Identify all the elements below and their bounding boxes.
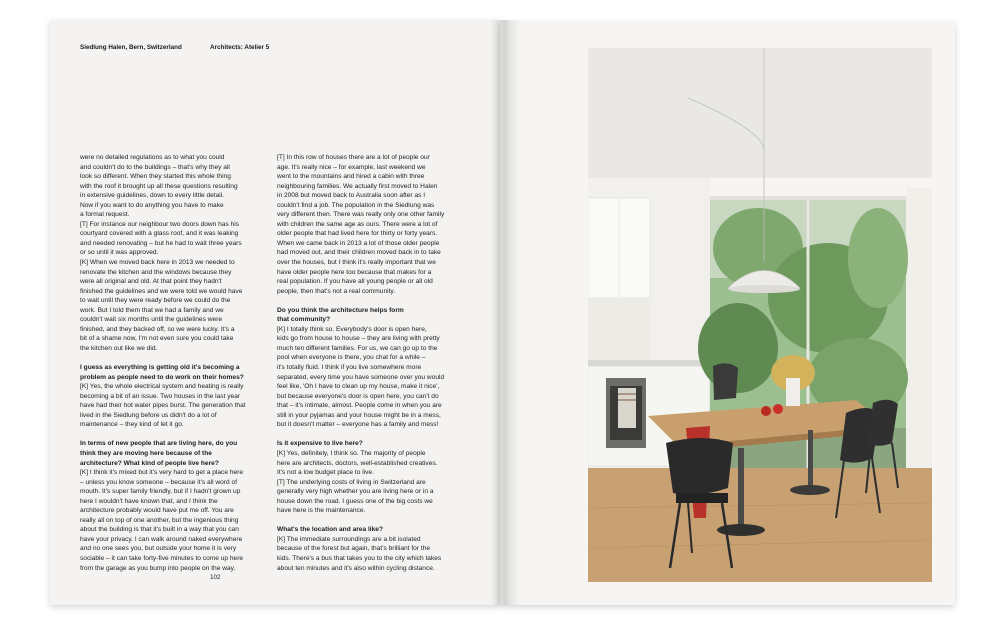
text-line: have your privacy. I can walk around naked everywhere [80,535,243,543]
header-location: Siedlung Halen, Bern, Switzerland [80,44,182,51]
question-line: What's the location and area like? [277,526,383,534]
text-line: were all original and old. At that point they hadn't [80,278,222,286]
text-line: but it doesn't matter – everyone has a family and mess! [277,421,439,429]
text-line: generally very high whether you are living here or in a [277,488,434,496]
text-line: here I wouldn't have known that, and I think the [80,497,218,505]
text-line: [K] Yes, the whole electrical system and heating is really [80,383,244,391]
text-line: courtyard covered with a glass roof, and it was leaking [80,230,239,238]
text-line: When we came back in 2013 a lot of those older people [277,239,440,247]
paragraph-gap [277,516,444,526]
text-line: about ten minutes and it's also within cycling distance. [277,564,435,572]
text-line: older people that had lived here for thirty or forty years. [277,230,438,238]
text-line: separated, every time you have someone over you would [277,373,445,381]
question-line: In terms of new people that are living here, do you [80,440,238,448]
text-line: about the building is that it's built in a way that you can [80,526,239,534]
text-line: finished the guidelines and we were told we would have [80,287,243,295]
text-line: and couldn't do to the buildings – that's why they all [80,163,230,171]
text-line: becoming a bit of an issue. Two houses in the last year [80,392,241,400]
text-line: very different then. There was really only one other family [277,211,445,219]
paragraph-gap [80,430,246,440]
text-line: or so until it was approved. [80,249,159,257]
text-line: look so different. When they started this whole thing [80,173,231,181]
text-line: a formal request. [80,211,130,219]
text-line: Now if you want to do anything you have to make [80,201,224,209]
text-line: [K] The immediate surroundings are a bit isolated [277,535,421,543]
text-line: bit of a shame now, I'm not even sure you could take [80,335,234,343]
paragraph-gap [277,430,444,440]
text-line: went to the mountains and hired a cabin with three [277,173,425,181]
text-line: in 2008 but moved back to Australia soon after as I [277,192,426,200]
text-line: to wait until they were ready before we could do the [80,297,231,305]
text-line: neighbouring families. We actually first moved to Halen [277,182,438,190]
text-column-1 [80,153,246,573]
text-line: the kitchen out like we did. [80,344,158,352]
text-line: pool when everyone is there, you chat for a while – [277,354,426,362]
text-line: lived in the Siedlung before us didn't do a lot of [80,411,217,419]
question-line: Is it expensive to live here? [277,440,363,448]
text-line: it's totally fluid. I think if you live somewhere more [277,364,422,372]
question-line: that community? [277,316,331,324]
text-line: [K] When we moved back here in 2013 we needed to [80,259,235,267]
text-line: really all on top of one another, but the ingenious thing [80,516,239,524]
left-page [50,20,500,605]
text-line: house down the road. I guess one of the big costs we [277,497,433,505]
text-line: renovate the kitchen and the windows because they [80,268,232,276]
photo-chair-front [666,438,733,495]
text-line: couldn't find a job. The population in the Siedlung was [277,201,435,209]
text-line: real population. If you have all young people or all old [277,278,433,286]
text-line: It's not a low budget place to live. [277,469,374,477]
text-line: here are architects, doctors, well-established creatives. [277,459,438,467]
text-line: were no detailed regulations as to what you could [80,154,225,161]
text-line: sociable – it can take forty-five minutes to come up here [80,554,244,562]
text-line: with the roof it brought up all these questions resulting [80,182,238,190]
page-number: 102 [210,574,221,581]
dining-room-photo [588,48,932,582]
text-line: had moved out, and their children moved back in to take [277,249,441,257]
text-line: that – it's intimate, almost. People come in when you are [277,402,442,410]
text-line: and needed renovating – but he had to wait three years [80,239,242,247]
photo-wall-right [906,188,932,468]
question-line: architecture? What kind of people live here? [80,459,219,467]
text-line: over the houses, but I think it's really important that we [277,259,436,267]
text-line: kids go from house to house – they are living with pretty [277,335,440,343]
photo-kitchen-wall-tiles [588,298,650,368]
text-line: have here is the maintenance. [277,507,366,515]
text-line: maintenance – they kind of let it go. [80,421,184,429]
question-line: problem as people need to do work on their homes? [80,373,244,381]
header-architects: Architects: Atelier 5 [210,44,270,51]
text-line: age. It's really nice – for example, last weekend we [277,163,426,171]
text-line: [K] I totally think so. Everybody's door is open here, [277,325,427,333]
text-line: but because everyone's door is open here, you can't do [277,392,439,400]
text-line: because of the forest but again, that's brilliant for the [277,545,431,553]
text-line: feel like, 'Oh I have to clean up my house, make it nice', [277,383,440,391]
question-line: Do you think the architecture helps form [277,306,404,314]
text-line: from the garage as you bump into people on the way. [80,564,236,572]
photo-chair-back [713,363,738,400]
text-line: people, then that's not a real community. [277,287,396,295]
text-line: [K] I think it's mixed but it's very hard to get a place here [80,469,244,477]
question-line: think they are moving here because of the [80,449,212,457]
right-page [500,22,955,605]
text-line: have older people here too because that makes for a [277,268,432,276]
text-line: couldn't wait six months until the guidelines were [80,316,223,324]
photo-worktop [588,360,710,366]
text-line: still in your pyjamas and your house might be in a mess, [277,411,441,419]
paragraph-gap [277,296,444,306]
text-line: architecture probably would have put me off. You are [80,507,234,515]
text-line: in extensive guidelines, down to every little detail. [80,192,225,200]
text-line: – unless you know someone – because it's all word of [80,478,238,486]
text-line: [T] For instance our neighbour two doors down has his [80,220,240,228]
text-line: work. But I told them that we had a family and we [80,306,224,314]
text-line: [T] In this row of houses there are a lot of people our [277,154,430,161]
text-line: kids. There's a bus that takes you to the city which takes [277,554,442,562]
text-line: [T] The underlying costs of living in Switzerland are [277,478,426,486]
text-line: finished, and they backed off, so we were lucky. It's a [80,325,235,333]
text-line: and no one sees you, but outside your home it is very [80,545,237,553]
text-column-2 [277,153,444,573]
photo-ceiling [588,48,932,178]
question-line: I guess as everything is getting old it's becoming a [80,364,240,372]
text-line: much ten different families. For us, we can go up to the [277,344,438,352]
paragraph-gap [80,353,246,363]
text-line: have had their hot water pipes burst. The generation that [80,402,246,410]
text-line: mouth. It's super family friendly, but if I hadn't grown up [80,488,241,496]
text-line: with children the same age as ours. There were a lot of [277,220,438,228]
text-line: [K] Yes, definitely, I think so. The majority of people [277,449,426,457]
